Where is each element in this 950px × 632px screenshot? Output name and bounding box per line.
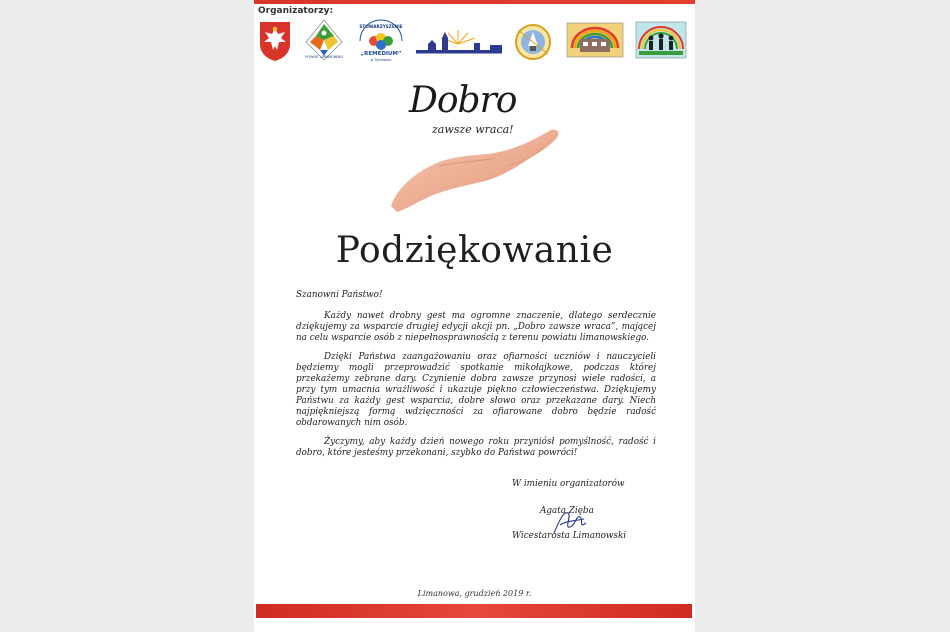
place-and-date: Limanowa, grudzień 2019 r. <box>417 589 532 598</box>
document-heading: Podziękowanie <box>335 230 614 271</box>
signatory-role: Wicestarosta Limanowski <box>512 531 627 541</box>
handwritten-signature <box>550 507 590 539</box>
school-emblem-logo <box>512 20 554 64</box>
signatory-name: Agata Zięba <box>540 506 594 516</box>
rainbow-building-logo <box>566 22 624 58</box>
signature-intro: W imieniu organizatorów <box>512 479 625 489</box>
remedium-logo-top-text: STOWARZYSZENIE <box>359 24 403 29</box>
limanowa-district-logo <box>304 18 344 62</box>
paragraph-1: Każdy nawet drobny gest ma ogromne znaczenie, dlatego serdecznie dziękujemy za wsparcie drugiej edycji akcji pn. „Dobro zawsze wraca”, mającej na celu wsparcie osób z niepełnosprawnością z terenu powiatu limanowskiego. <box>296 311 656 343</box>
remedium-logo-bottom-text: w Tymbarku <box>370 58 392 62</box>
town-skyline-logo <box>414 26 504 56</box>
salutation: Szanowni Państwo! <box>296 290 383 300</box>
organizers-label: Organizatorzy: <box>258 6 334 16</box>
letter-body <box>296 290 656 467</box>
remedium-logo-main-text: „REMEDIUM” <box>360 51 402 57</box>
rainbow-children-logo <box>635 21 687 59</box>
paragraph-2: Dzięki Państwa zaangażowaniu oraz ofiarności uczniów i nauczycieli będziemy mogli przeprowadzić spotkanie mikołajkowe, podczas której przekażemy zebrane dary. Czynienie dobra zawsze przynosi wiele radości, a przy tym umacnia wrażliwość i ukazuje piękno człowieczeństwa. Dziękujemy Państwu za każdy gest wsparcia, dobre słowo oraz przekazane dary. Niech najpiękniejszą formą wdzięczności za ofiarowane dobro będzie radość obdarowanych nim osób. <box>296 352 656 428</box>
coat-of-arms-eagle-logo <box>258 20 292 62</box>
campaign-subtitle: zawsze wraca! <box>432 123 514 136</box>
top-decorative-bar <box>254 0 695 4</box>
remedium-association-logo <box>352 19 410 63</box>
paragraph-3: Życzymy, aby każdy dzień nowego roku przyniósł pomyślność, radość i dobro, które jesteśmy przekonani, szybko do Państwa powróci! <box>296 437 656 458</box>
bottom-decorative-bar <box>256 604 692 618</box>
campaign-title: Dobro <box>409 80 517 121</box>
document-page <box>254 0 695 632</box>
open-hand-illustration <box>387 126 562 212</box>
limanowa-logo-caption: POWIAT LIMANOWSKI <box>305 55 343 59</box>
